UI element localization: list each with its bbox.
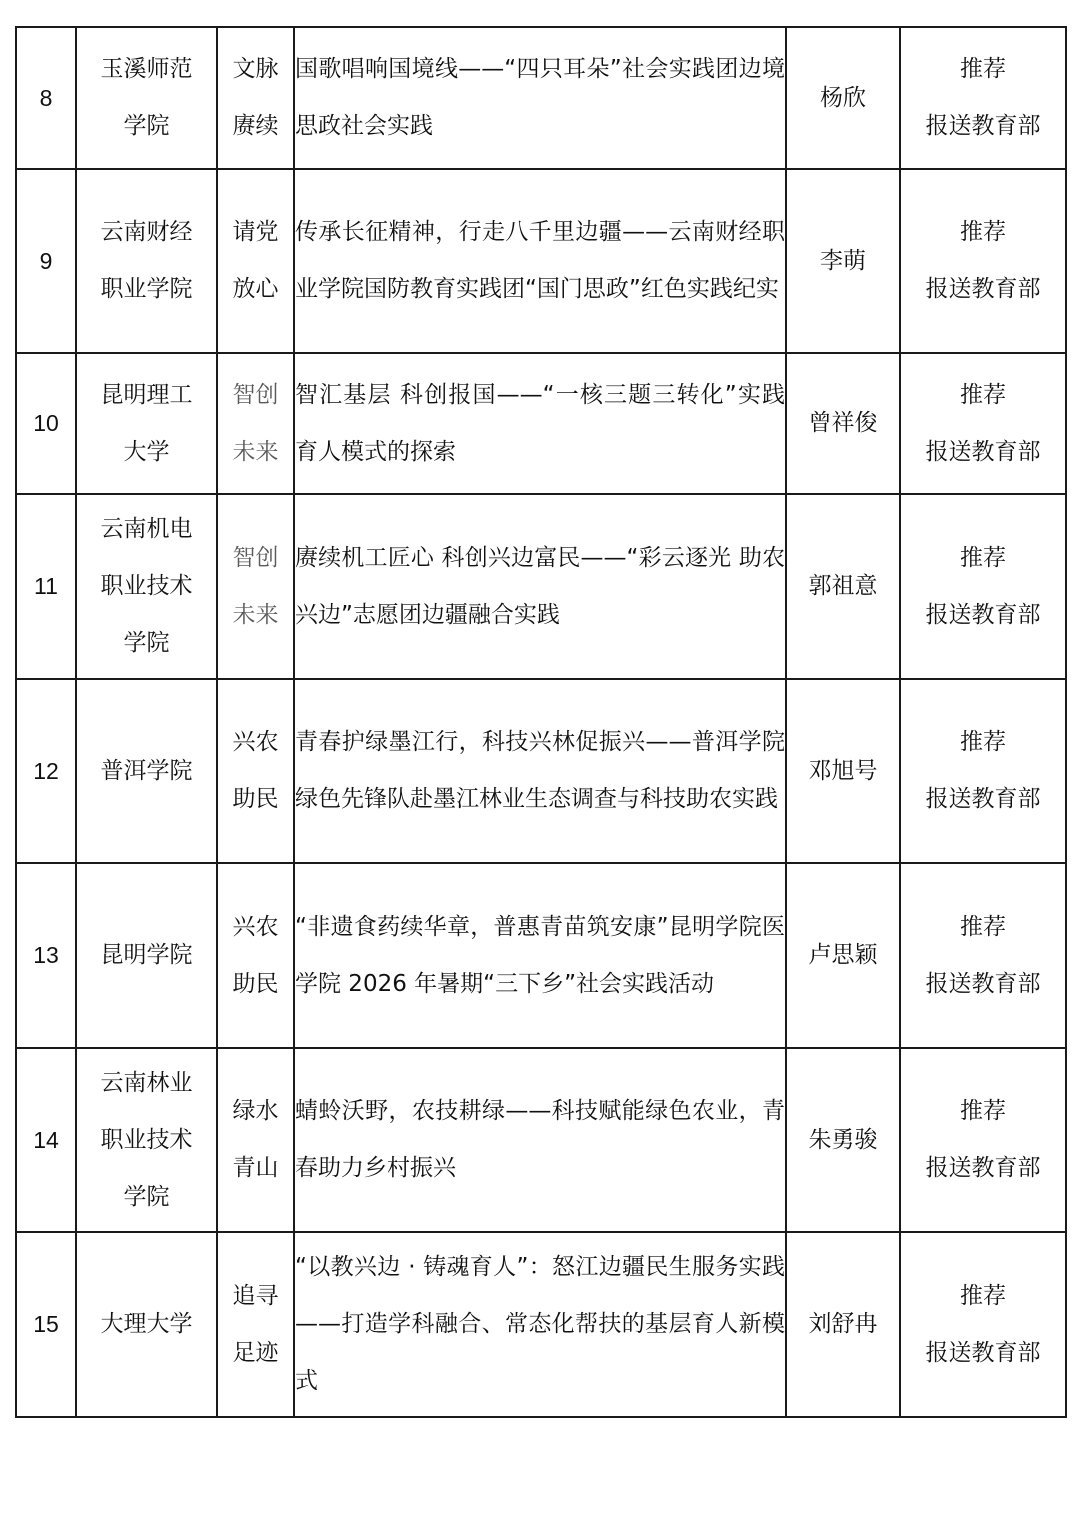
table-row	[16, 494, 1066, 679]
table-row	[16, 27, 1066, 169]
table-row	[16, 863, 1066, 1048]
recommendation-status: 推荐 报送教育部	[900, 679, 1066, 863]
project-title: “以教兴边 · 铸魂育人”：怒江边疆民生服务实践——打造学科融合、常态化帮扶的基层育人新模式	[294, 1232, 786, 1417]
table-row	[16, 1232, 1066, 1417]
row-number: 13	[16, 863, 76, 1048]
leader-name: 杨欣	[786, 27, 900, 169]
recommendation-status: 推荐 报送教育部	[900, 353, 1066, 494]
table-row	[16, 353, 1066, 494]
row-number: 15	[16, 1232, 76, 1417]
leader-name: 刘舒冉	[786, 1232, 900, 1417]
project-category: 请党 放心	[217, 169, 294, 353]
school-name: 昆明学院	[76, 863, 217, 1048]
leader-name: 曾祥俊	[786, 353, 900, 494]
row-number: 10	[16, 353, 76, 494]
project-title: 赓续机工匠心 科创兴边富民——“彩云逐光 助农兴边”志愿团边疆融合实践	[294, 494, 786, 679]
school-name: 大理大学	[76, 1232, 217, 1417]
project-title: 国歌唱响国境线——“四只耳朵”社会实践团边境思政社会实践	[294, 27, 786, 169]
school-name: 云南机电 职业技术 学院	[76, 494, 217, 679]
project-title: 传承长征精神，行走八千里边疆——云南财经职业学院国防教育实践团“国门思政”红色实践纪实	[294, 169, 786, 353]
project-category: 追寻 足迹	[217, 1232, 294, 1417]
project-title: “非遗食药续华章，普惠青苗筑安康”昆明学院医学院 2026 年暑期“三下乡”社会实践活动	[294, 863, 786, 1048]
leader-name: 邓旭号	[786, 679, 900, 863]
row-number: 12	[16, 679, 76, 863]
school-name: 云南财经 职业学院	[76, 169, 217, 353]
project-category: 绿水 青山	[217, 1048, 294, 1232]
row-number: 9	[16, 169, 76, 353]
table-row	[16, 679, 1066, 863]
project-title: 青春护绿墨江行，科技兴林促振兴——普洱学院绿色先锋队赴墨江林业生态调查与科技助农实践	[294, 679, 786, 863]
leader-name: 朱勇骏	[786, 1048, 900, 1232]
leader-name: 卢思颖	[786, 863, 900, 1048]
project-category: 智创 未来	[217, 353, 294, 494]
recommendation-status: 推荐 报送教育部	[900, 169, 1066, 353]
school-name: 昆明理工 大学	[76, 353, 217, 494]
project-category: 智创 未来	[217, 494, 294, 679]
row-number: 14	[16, 1048, 76, 1232]
table-row	[16, 169, 1066, 353]
recommendation-status: 推荐 报送教育部	[900, 27, 1066, 169]
recommendation-status: 推荐 报送教育部	[900, 863, 1066, 1048]
leader-name: 郭祖意	[786, 494, 900, 679]
project-table	[15, 26, 1067, 1418]
project-category: 文脉 赓续	[217, 27, 294, 169]
project-title: 蜻蛉沃野，农技耕绿——科技赋能绿色农业，青春助力乡村振兴	[294, 1048, 786, 1232]
recommendation-status: 推荐 报送教育部	[900, 1232, 1066, 1417]
recommendation-status: 推荐 报送教育部	[900, 1048, 1066, 1232]
project-title: 智汇基层 科创报国——“一核三题三转化”实践育人模式的探索	[294, 353, 786, 494]
table-row	[16, 1048, 1066, 1232]
project-category: 兴农 助民	[217, 863, 294, 1048]
project-category: 兴农 助民	[217, 679, 294, 863]
row-number: 11	[16, 494, 76, 679]
leader-name: 李萌	[786, 169, 900, 353]
school-name: 普洱学院	[76, 679, 217, 863]
recommendation-status: 推荐 报送教育部	[900, 494, 1066, 679]
school-name: 云南林业 职业技术 学院	[76, 1048, 217, 1232]
school-name: 玉溪师范 学院	[76, 27, 217, 169]
recommendation-table-page	[15, 26, 1065, 1418]
row-number: 8	[16, 27, 76, 169]
